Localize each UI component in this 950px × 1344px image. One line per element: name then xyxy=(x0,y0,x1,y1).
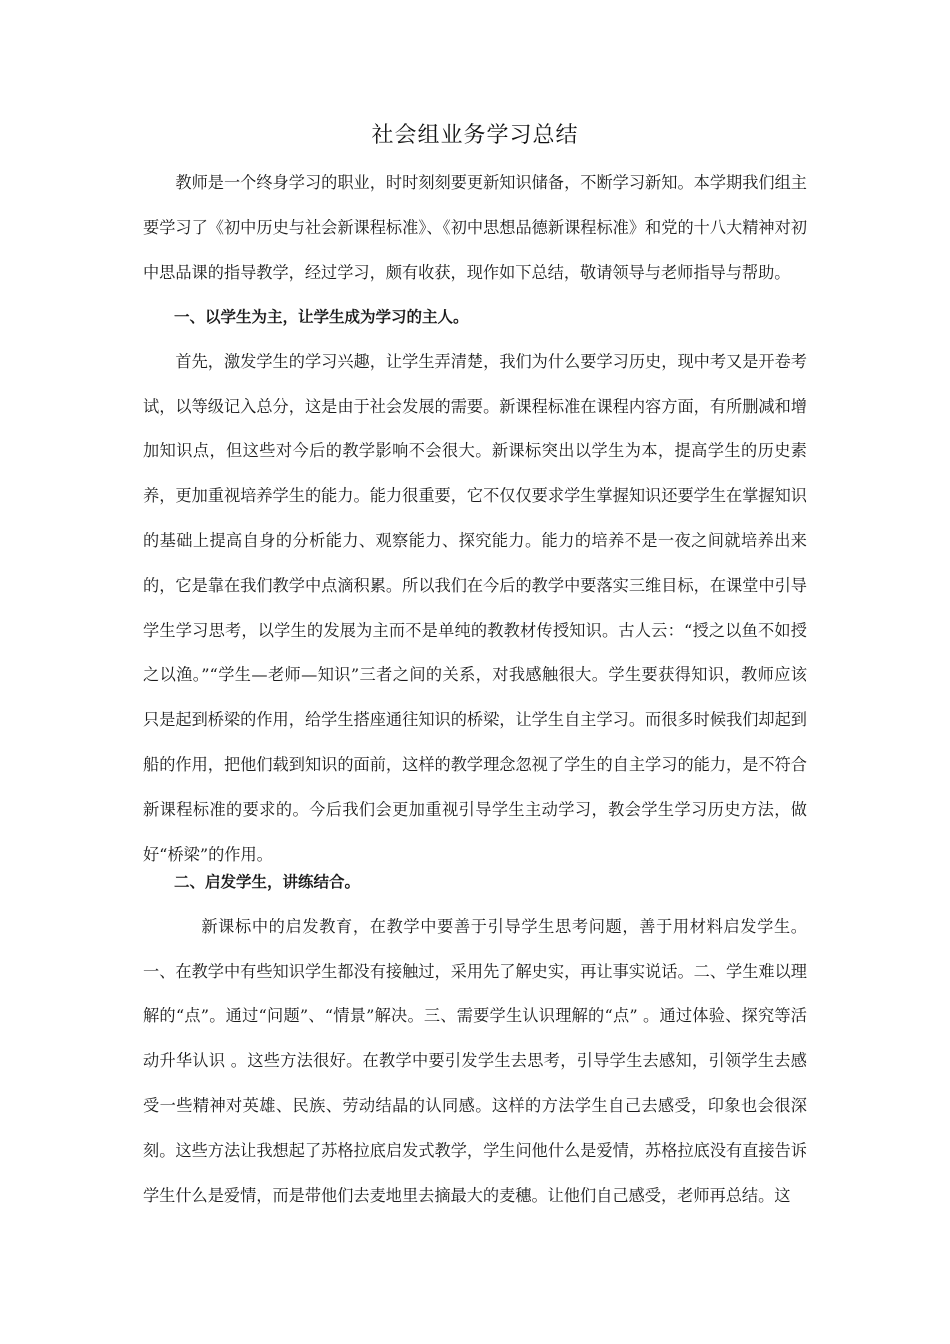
section-two-paragraph: 新课标中的启发教育，在教学中要善于引导学生思考问题，善于用材料启发学生。一、在教学中有些知识学生都没有接触过，采用先了解史实，再让事实说话。二、学生难以理解的“点”。通过“问题”、“情景”解决。三、需要学生认识理解的“点” 。通过体验、探究等活动升华认识 。这些方法很好。在教学中要引发学生去思考，引导学生去感知，引领学生去感受一些精神对英雄、民族、劳动结晶的认同感。这样的方法学生自己去感受，印象也会很深刻。这些方法让我想起了苏格拉底启发式教学，学生问他什么是爱情，苏格拉底没有直接告诉学生什么是爱情，而是带他们去麦地里去摘最大的麦穗。让他们自己感受，老师再总结。这 xyxy=(143,916,807,1205)
document-title: 社会组业务学习总结 xyxy=(371,123,579,148)
intro-block xyxy=(143,161,807,295)
section-one-paragraph: 首先，激发学生的学习兴趣，让学生弄清楚，我们为什么要学习历史，现中考又是开卷考试，以等级记入总分，这是由于社会发展的需要。新课程标准在课程内容方面，有所删减和增加知识点，但这些对今后的教学影响不会很大。新课标突出以学生为本，提高学生的历史素养，更加重视培养学生的能力。能力很重要，它不仅仅要求学生掌握知识还要学生在掌握知识的基础上提高自身的分析能力、观察能力、探究能力。能力的培养不是一夜之间就培养出来的，它是靠在我们教学中点滴积累。所以我们在今后的教学中要落实三维目标，在课堂中引导学生学习思考，以学生的发展为主而不是单纯的教教材传授知识。古人云：“授之以鱼不如授之以渔。”“学生—老师—知识”三者之间的关系，对我感触很大。学生要获得知识，教师应该只是起到桥梁的作用，给学生搭座通往知识的桥梁，让学生自主学习。而很多时候我们却起到船的作用，把他们载到知识的面前，这样的教学理念忽视了学生的自主学习的能力，是不符合新课程标准的要求的。今后我们会更加重视引导学生主动学习，教会学生学习历史方法，做好“桥梁”的作用。 xyxy=(143,351,807,864)
section-two-block xyxy=(143,860,807,1218)
intro-paragraph: 教师是一个终身学习的职业，时时刻刻要更新知识储备，不断学习新知。本学期我们组主要学习了《初中历史与社会新课程标准》、《初中思想品德新课程标准》和党的十八大精神对初中思品课的指导教学，经过学习，颇有收获，现作如下总结，敬请领导与老师指导与帮助。 xyxy=(143,173,807,282)
section-heading-two: 二、启发学生，讲练结合。 xyxy=(174,873,361,891)
section-heading-one: 一、以学生为主，让学生成为学习的主人。 xyxy=(174,308,469,326)
section-one-block xyxy=(143,295,807,877)
